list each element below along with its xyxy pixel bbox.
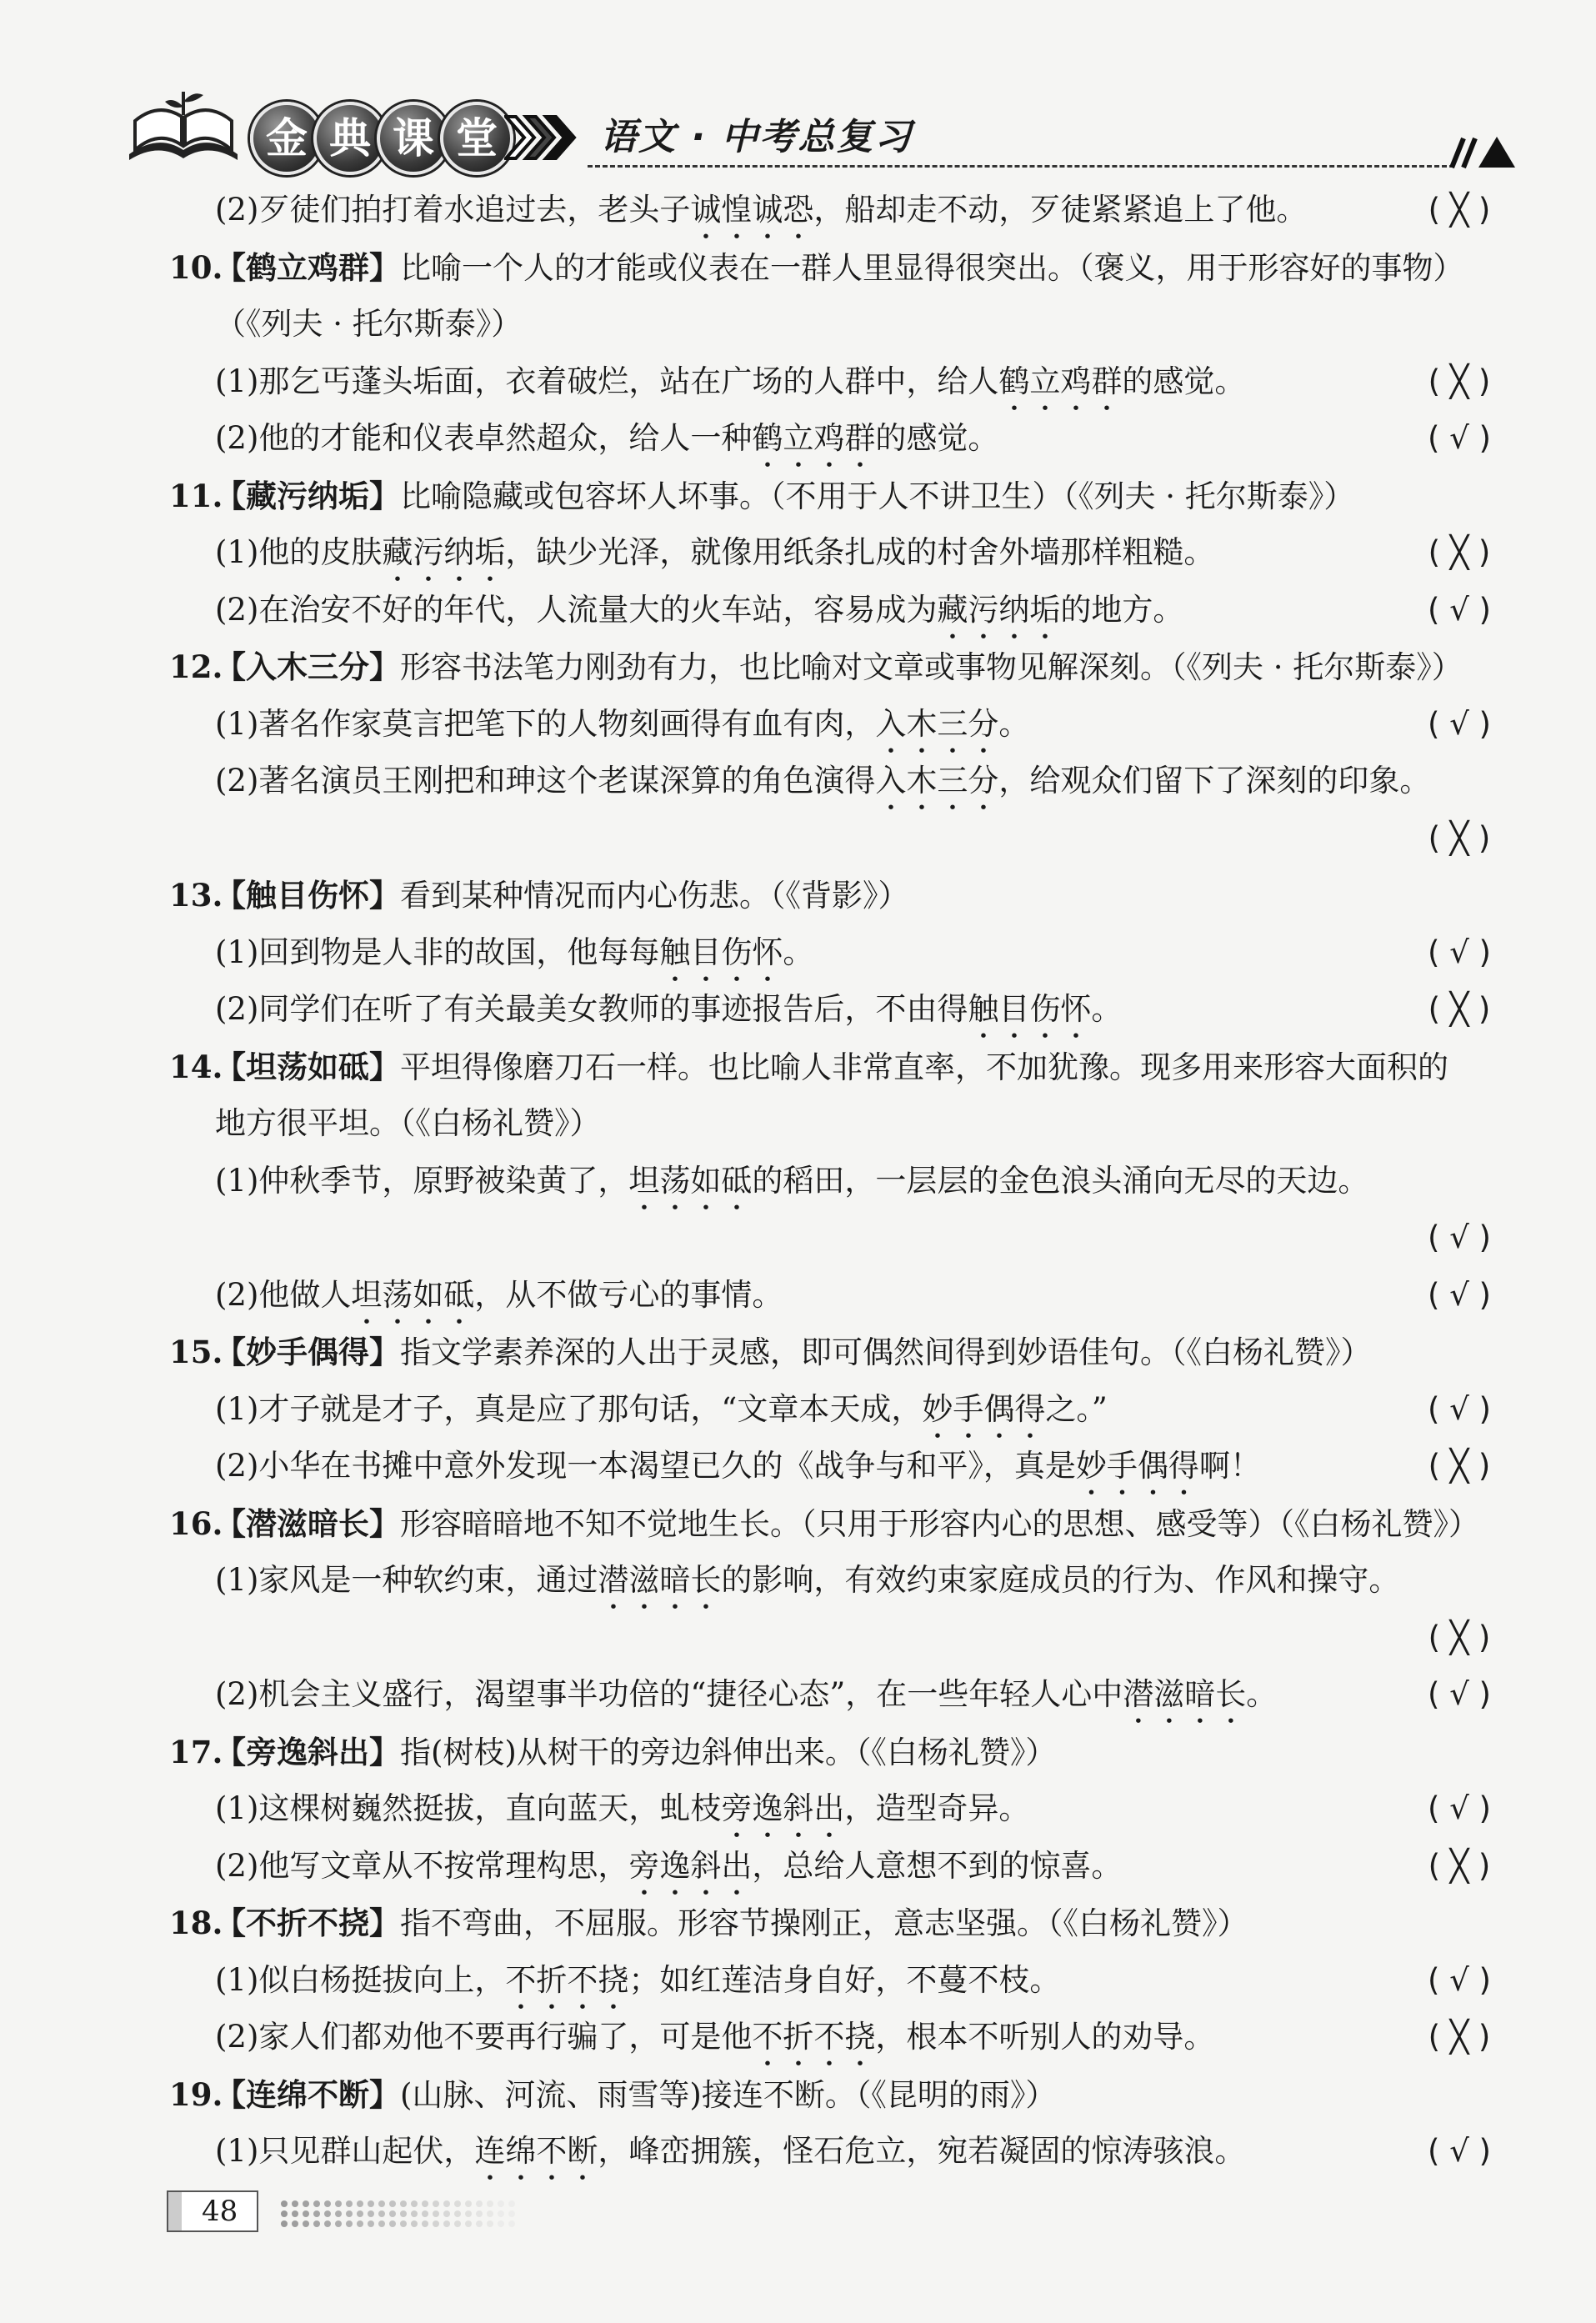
header-badge-4: 堂 <box>440 102 513 175</box>
example-sentence <box>0 182 1596 239</box>
answer-mark: ( ╳ ) <box>1428 1847 1491 1884</box>
header-badge-2: 典 <box>313 102 387 175</box>
text-line <box>0 296 1596 353</box>
decorative-dot <box>443 2210 450 2217</box>
example-text <box>215 1552 1399 1616</box>
continuation-text: 地方很平坦。（《白杨礼赞》） <box>215 1105 601 1141</box>
emphasized-idiom: 旁逸斜出 <box>628 1847 753 1884</box>
header-badge-3: 课 <box>377 102 450 175</box>
example-post: ，总给人意想不到的惊喜。 <box>752 1847 1123 1884</box>
entry-number: 10. <box>169 248 223 286</box>
emphasized-idiom: 触目伤怀 <box>968 991 1092 1027</box>
idiom-definition: (山脉、河流、雨雪等)接连不断。（《昆明的雨》） <box>400 2076 1057 2113</box>
decorative-dots <box>279 2197 529 2230</box>
example-pre: (1)似白杨挺拔向上， <box>215 1961 506 1998</box>
entry-text <box>215 239 1464 298</box>
example-sentence <box>0 410 1596 468</box>
decorative-dot <box>508 2210 515 2217</box>
example-sentence <box>0 1267 1596 1324</box>
example-text <box>215 924 813 989</box>
decorative-dot <box>281 2220 288 2227</box>
idiom-definition: 形容暗暗地不知不觉地生长。（只用于形容内心的思想、感受等）（《白杨礼赞》） <box>400 1505 1479 1542</box>
entry-text <box>215 1724 1056 1782</box>
decorative-dot <box>476 2220 483 2227</box>
entry-number: 19. <box>169 2075 223 2113</box>
idiom-entry-heading <box>0 468 1596 525</box>
idiom-term: 【连绵不断】 <box>215 2075 400 2113</box>
decorative-dot <box>433 2220 439 2227</box>
example-post: ，峰峦拥簇，怪石危立，宛若凝固的惊涛骇浪。 <box>598 2133 1246 2169</box>
example-text <box>215 1666 1277 1730</box>
decorative-dot <box>346 2220 353 2227</box>
idiom-term: 【鹤立鸡群】 <box>215 248 400 286</box>
answer-mark: ( ╳ ) <box>1428 1619 1491 1655</box>
entry-text <box>215 2066 1056 2125</box>
decorative-dot <box>422 2220 428 2227</box>
emphasized-idiom: 潜滋暗长 <box>1123 1676 1247 1712</box>
example-post: 的地方。 <box>1060 591 1184 628</box>
answer-mark: ( ╳ ) <box>1428 819 1491 856</box>
decorative-dot <box>487 2210 493 2217</box>
example-post: 的感觉。 <box>1122 363 1246 399</box>
example-text <box>215 753 1430 817</box>
decorative-dot <box>498 2200 504 2207</box>
decorative-dot <box>292 2210 298 2217</box>
example-text <box>215 1838 1122 1902</box>
decorative-dot <box>508 2200 515 2207</box>
emphasized-idiom: 坦荡如砥 <box>628 1162 753 1199</box>
page-header <box>0 0 1596 200</box>
example-text <box>215 2123 1245 2187</box>
decorative-dot <box>324 2210 331 2217</box>
example-pre: (2)在治安不好的年代，人流量大的火车站，容易成为 <box>215 591 938 628</box>
emphasized-idiom: 不折不挠 <box>752 2019 876 2055</box>
emphasized-idiom: 入木三分 <box>875 705 999 742</box>
open-book-icon <box>125 83 242 167</box>
example-sentence <box>0 2009 1596 2066</box>
example-pre: (2)同学们在听了有关最美女教师的事迹报告后，不由得 <box>215 991 968 1027</box>
idiom-term: 【妙手偶得】 <box>215 1334 400 1370</box>
emphasized-idiom: 触目伤怀 <box>659 934 783 970</box>
decorative-dot <box>313 2220 320 2227</box>
idiom-entry-heading <box>0 638 1596 696</box>
example-post: 啊！ <box>1198 1448 1261 1484</box>
example-post: 。 <box>998 705 1030 742</box>
idiom-entry-heading <box>0 1495 1596 1553</box>
text-line <box>0 1610 1596 1667</box>
decorative-dot <box>346 2210 353 2217</box>
example-text <box>215 2009 1214 2073</box>
decorative-dot <box>433 2200 439 2207</box>
example-pre: (1)只见群山起伏， <box>215 2133 475 2169</box>
example-text <box>215 1381 1108 1445</box>
example-sentence <box>0 696 1596 753</box>
idiom-definition: 形容书法笔力刚劲有力，也比喻对文章或事物见解深刻。（《列夫 · 托尔斯泰》） <box>400 649 1463 685</box>
example-pre: (1)他的皮肤 <box>215 534 383 570</box>
example-text <box>215 182 1307 246</box>
decorative-dot <box>335 2220 342 2227</box>
idiom-term: 【藏污纳垢】 <box>215 477 400 514</box>
text-line <box>0 1209 1596 1267</box>
idiom-definition: 指文学素养深的人出于灵感，即可偶然间得到妙语佳句。（《白杨礼赞》） <box>400 1334 1372 1370</box>
idiom-definition: 比喻隐藏或包容坏人坏事。（不用于人不讲卫生）（《列夫 · 托尔斯泰》） <box>400 478 1355 514</box>
decorative-dot <box>400 2200 407 2207</box>
idiom-definition: 指(树枝)从树干的旁边斜伸出来。（《白杨礼赞》） <box>400 1734 1057 1770</box>
entry-number: 14. <box>169 1048 223 1085</box>
decorative-dot <box>324 2220 331 2227</box>
example-sentence <box>0 1838 1596 1895</box>
header-subtitle: 语文 · 中考总复习 <box>600 116 913 158</box>
answer-mark: ( √ ) <box>1428 1790 1491 1826</box>
header-badge-1: 金 <box>250 102 323 175</box>
entry-number: 11. <box>169 477 223 514</box>
idiom-definition: 比喻一个人的才能或仪表在一群人里显得很突出。（褒义，用于形容好的事物） <box>400 249 1464 286</box>
example-pre: (2)小华在书摊中意外发现一本渴望已久的《战争与和平》，真是 <box>215 1448 1076 1484</box>
example-text <box>215 1153 1368 1217</box>
example-sentence <box>0 2123 1596 2180</box>
decorative-dot <box>487 2220 493 2227</box>
idiom-entry-heading <box>0 2066 1596 2124</box>
example-post: 。 <box>783 934 814 970</box>
decorative-dot <box>400 2220 407 2227</box>
entry-text <box>215 1039 1448 1097</box>
entry-text <box>215 1895 1248 1953</box>
decorative-dot <box>465 2220 472 2227</box>
example-post: 。 <box>1091 991 1123 1027</box>
slash-triangle-icon <box>1450 132 1517 169</box>
example-pre: (2)他的才能和仪表卓然超众，给人一种 <box>215 420 753 456</box>
emphasized-idiom: 旁逸斜出 <box>721 1790 845 1826</box>
answer-mark: ( √ ) <box>1428 2133 1491 2169</box>
decorative-dot <box>389 2210 396 2217</box>
example-sentence <box>0 924 1596 982</box>
page-number: 48 <box>202 2195 238 2228</box>
entry-text <box>215 867 909 925</box>
decorative-dot <box>411 2220 418 2227</box>
emphasized-idiom: 妙手偶得 <box>1075 1448 1199 1484</box>
decorative-dot <box>281 2200 288 2207</box>
idiom-entry-heading <box>0 1039 1596 1096</box>
decorative-dot <box>303 2210 309 2217</box>
answer-mark: ( ╳ ) <box>1428 363 1491 399</box>
decorative-dot <box>498 2210 504 2217</box>
example-pre: (2)著名演员王刚把和珅这个老谋深算的角色演得 <box>215 763 876 799</box>
example-post: ；如红莲洁身自好，不蔓不枝。 <box>628 1961 1061 1998</box>
decorative-dot <box>378 2210 385 2217</box>
decorative-dot <box>313 2210 320 2217</box>
example-text <box>215 353 1245 418</box>
page-content <box>0 182 1596 2180</box>
answer-mark: ( ╳ ) <box>1428 991 1491 1027</box>
example-sentence <box>0 353 1596 411</box>
answer-mark: ( ╳ ) <box>1428 1448 1491 1484</box>
decorative-dot <box>281 2210 288 2217</box>
emphasized-idiom: 诚惶诚恐 <box>690 192 814 228</box>
example-sentence <box>0 1552 1596 1610</box>
answer-mark: ( ╳ ) <box>1428 192 1491 228</box>
decorative-dot <box>357 2200 363 2207</box>
decorative-dot <box>433 2210 439 2217</box>
text-line <box>0 810 1596 868</box>
entry-number: 17. <box>169 1733 223 1770</box>
example-text <box>215 1952 1060 2016</box>
entry-text <box>215 468 1354 526</box>
idiom-entry-heading <box>0 239 1596 297</box>
example-sentence <box>0 1381 1596 1439</box>
decorative-dot <box>454 2200 461 2207</box>
emphasized-idiom: 妙手偶得 <box>922 1390 1046 1427</box>
idiom-term: 【旁逸斜出】 <box>215 1733 400 1770</box>
entry-number: 13. <box>169 877 223 914</box>
answer-mark: ( √ ) <box>1428 1276 1491 1313</box>
example-text <box>215 524 1214 588</box>
decorative-dot <box>357 2220 363 2227</box>
example-sentence <box>0 981 1596 1039</box>
example-text <box>215 981 1122 1045</box>
decorative-dot <box>422 2210 428 2217</box>
example-post: ，船却走不动，歹徒紧紧追上了他。 <box>813 192 1308 228</box>
idiom-definition: 指不弯曲，不屈服。形容节操刚正，意志坚强。（《白杨礼赞》） <box>400 1905 1248 1941</box>
entry-number: 15. <box>169 1334 223 1370</box>
idiom-definition: 看到某种情况而内心伤悲。（《背影》） <box>400 878 909 914</box>
decorative-dot <box>443 2220 450 2227</box>
example-pre: (1)仲秋季节，原野被染黄了， <box>215 1162 629 1199</box>
example-post: ，根本不听别人的劝导。 <box>875 2019 1215 2055</box>
example-pre: (1)家风是一种软约束，通过 <box>215 1562 598 1598</box>
entry-text <box>215 1324 1372 1382</box>
example-sentence <box>0 1438 1596 1495</box>
idiom-entry-heading <box>0 1724 1596 1781</box>
decorative-dot <box>389 2200 396 2207</box>
idiom-term: 【触目伤怀】 <box>215 877 400 914</box>
header-divider <box>588 165 1454 168</box>
decorative-dot <box>335 2200 342 2207</box>
decorative-dot <box>400 2210 407 2217</box>
example-pre: (1)回到物是人非的故国，他每每 <box>215 934 660 970</box>
decorative-dot <box>368 2200 374 2207</box>
decorative-dot <box>465 2210 472 2217</box>
decorative-dot <box>324 2200 331 2207</box>
example-pre: (2)家人们都劝他不要再行骗了，可是他 <box>215 2019 753 2055</box>
example-post: 之。” <box>1045 1390 1108 1427</box>
example-pre: (2)他写文章从不按常理构思， <box>215 1847 629 1884</box>
example-post: ，从不做亏心的事情。 <box>474 1276 783 1313</box>
example-post: ，给观众们留下了深刻的印象。 <box>998 763 1431 799</box>
decorative-dot <box>411 2200 418 2207</box>
example-post: 的感觉。 <box>875 420 999 456</box>
idiom-term: 【不折不挠】 <box>215 1905 400 1941</box>
emphasized-idiom: 潜滋暗长 <box>598 1562 722 1598</box>
continuation-text: （《列夫 · 托尔斯泰》） <box>215 306 523 342</box>
decorative-dot <box>357 2210 363 2217</box>
example-sentence <box>0 1666 1596 1724</box>
answer-mark: ( √ ) <box>1428 420 1491 456</box>
answer-mark: ( √ ) <box>1428 1676 1491 1712</box>
example-pre: (2)歹徒们拍打着水追过去，老头子 <box>215 192 691 228</box>
emphasized-idiom: 入木三分 <box>875 763 999 799</box>
idiom-term: 【潜滋暗长】 <box>215 1504 400 1542</box>
decorative-dot <box>303 2200 309 2207</box>
example-sentence <box>0 582 1596 639</box>
idiom-entry-heading <box>0 1895 1596 1952</box>
decorative-dot <box>454 2220 461 2227</box>
decorative-dot <box>378 2220 385 2227</box>
decorative-dot <box>422 2200 428 2207</box>
decorative-dot <box>465 2200 472 2207</box>
decorative-dot <box>476 2200 483 2207</box>
example-sentence <box>0 1952 1596 2010</box>
answer-mark: ( √ ) <box>1428 934 1491 970</box>
example-pre: (1)那乞丐蓬头垢面，衣着破烂，站在广场的人群中，给人 <box>215 363 999 399</box>
emphasized-idiom: 连绵不断 <box>474 2133 598 2169</box>
example-post: ，造型奇异。 <box>844 1790 1030 1826</box>
decorative-dot <box>498 2220 504 2227</box>
example-pre: (2)他做人 <box>215 1276 352 1313</box>
page-number-box <box>167 2190 258 2232</box>
example-post: ，缺少光泽，就像用纸条扎成的村舍外墙那样粗糙。 <box>505 534 1215 570</box>
entry-number: 18. <box>169 1905 223 1941</box>
entry-number: 16. <box>169 1504 223 1542</box>
text-line <box>0 1095 1596 1153</box>
answer-mark: ( √ ) <box>1428 1219 1491 1255</box>
decorative-dot <box>368 2210 374 2217</box>
example-sentence <box>0 524 1596 582</box>
decorative-dot <box>411 2210 418 2217</box>
emphasized-idiom: 坦荡如砥 <box>351 1276 475 1313</box>
example-text <box>215 410 998 474</box>
decorative-dot <box>346 2200 353 2207</box>
decorative-dot <box>368 2220 374 2227</box>
example-post: 的稻田，一层层的金色浪头涌向无尽的天边。 <box>752 1162 1369 1199</box>
answer-mark: ( √ ) <box>1428 591 1491 628</box>
example-pre: (1)这棵树巍然挺拔，直向蓝天，虬枝 <box>215 1790 722 1826</box>
example-post: 。 <box>1246 1676 1278 1712</box>
emphasized-idiom: 鹤立鸡群 <box>752 420 876 456</box>
example-text <box>215 1780 1029 1845</box>
decorative-dot <box>454 2210 461 2217</box>
emphasized-idiom: 鹤立鸡群 <box>998 363 1123 399</box>
idiom-entry-heading <box>0 1324 1596 1381</box>
decorative-dot <box>303 2220 309 2227</box>
entry-text <box>215 638 1463 697</box>
example-text <box>215 696 1029 760</box>
decorative-dot <box>476 2210 483 2217</box>
answer-mark: ( √ ) <box>1428 1390 1491 1427</box>
decorative-dot <box>292 2200 298 2207</box>
entry-number: 12. <box>169 648 223 685</box>
emphasized-idiom: 藏污纳垢 <box>937 591 1061 628</box>
example-text <box>215 1438 1261 1502</box>
decorative-dot <box>313 2200 320 2207</box>
decorative-dot <box>487 2200 493 2207</box>
idiom-term: 【坦荡如砥】 <box>215 1048 400 1085</box>
example-sentence <box>0 753 1596 810</box>
answer-mark: ( √ ) <box>1428 705 1491 742</box>
example-post: 的影响，有效约束家庭成员的行为、作风和操守。 <box>721 1562 1400 1598</box>
decorative-dot <box>335 2210 342 2217</box>
example-pre: (1)著名作家莫言把笔下的人物刻画得有血有肉， <box>215 705 876 742</box>
decorative-dot <box>389 2220 396 2227</box>
example-sentence <box>0 1153 1596 1210</box>
chevrons-icon <box>504 113 579 163</box>
answer-mark: ( ╳ ) <box>1428 2019 1491 2055</box>
example-pre: (2)机会主义盛行，渴望事半功倍的“捷径心态”，在一些年轻人心中 <box>215 1676 1123 1712</box>
emphasized-idiom: 藏污纳垢 <box>382 534 506 570</box>
example-text <box>215 1267 783 1331</box>
answer-mark: ( ╳ ) <box>1428 534 1491 570</box>
decorative-dot <box>508 2220 515 2227</box>
decorative-dot <box>378 2200 385 2207</box>
example-text <box>215 582 1183 646</box>
answer-mark: ( √ ) <box>1428 1961 1491 1998</box>
entry-text <box>215 1495 1479 1554</box>
idiom-term: 【入木三分】 <box>215 648 400 685</box>
page-number-tab <box>168 2192 182 2230</box>
emphasized-idiom: 不折不挠 <box>505 1961 629 1998</box>
idiom-entry-heading <box>0 867 1596 924</box>
idiom-definition: 平坦得像磨刀石一样。也比喻人非常直率，不加犹豫。现多用来形容大面积的 <box>400 1049 1448 1085</box>
decorative-dot <box>292 2220 298 2227</box>
example-sentence <box>0 1780 1596 1838</box>
decorative-dot <box>443 2200 450 2207</box>
example-pre: (1)才子就是才子，真是应了那句话，“文章本天成， <box>215 1390 923 1427</box>
